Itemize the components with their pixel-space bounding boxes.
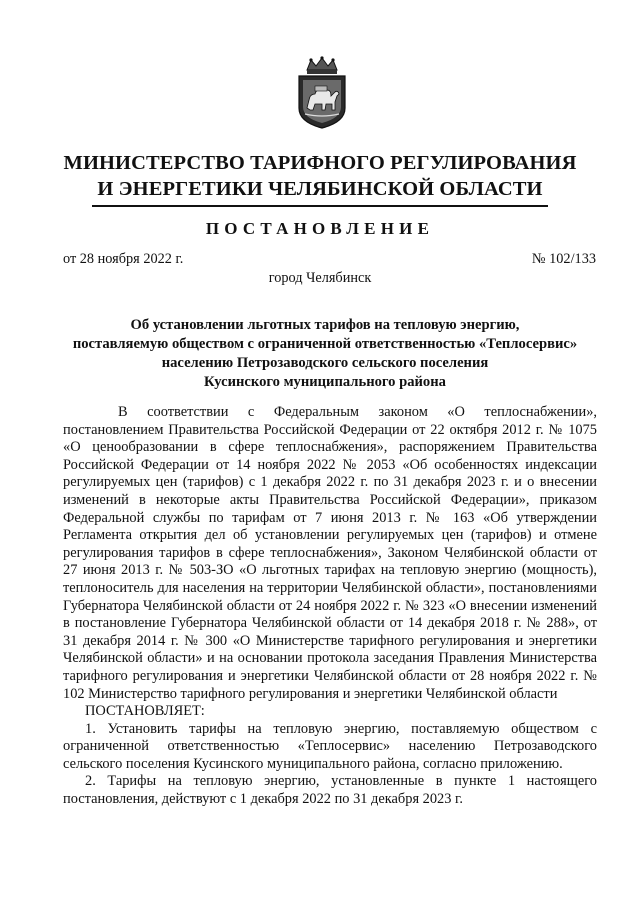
title-line3: населению Петрозаводского сельского поселения: [161, 355, 489, 371]
chelyabinsk-region-coat-of-arms-icon: [293, 56, 351, 130]
title-line1: Об установлении льготных тарифов на тепловую энергию,: [130, 317, 520, 333]
resolve-label: ПОСТАНОВЛЯЕТ:: [85, 703, 205, 720]
ministry-name-line2: И ЭНЕРГЕТИКИ ЧЕЛЯБИНСКОЙ ОБЛАСТИ: [97, 178, 543, 200]
document-title: [60, 316, 590, 392]
document-type-heading: ПОСТАНОВЛЕНИЕ: [205, 219, 435, 238]
title-line4: Кусинского муниципального района: [204, 374, 446, 390]
ministry-name-line1: МИНИСТЕРСТВО ТАРИФНОГО РЕГУЛИРОВАНИЯ: [63, 152, 577, 174]
document-number: № 102/133: [531, 251, 596, 267]
document-date: от 28 ноября 2022 г.: [63, 251, 184, 267]
header-divider: [92, 205, 548, 207]
document-city: город Челябинск: [268, 270, 372, 286]
title-line2: поставляемую обществом с ограниченной ответственностью «Теплосервис»: [72, 336, 578, 352]
preamble-paragraph: В соответствии с Федеральным законом «О теплоснабжении», постановлением Правительства Российской Федерации от 22 октября 2012 г. № 1075 «О ценообразовании в сфере теплоснабжения», распоряжением Правительства Российской Федерации от 14 ноября 2022 № 2053 «Об особенностях индексации регулируемых цен (тарифов) с 1 декабря 2022 г. по 31 декабря 2023 г. и о внесении изменений в некоторые акты Правительства Российской Федерации», приказом Федеральной службы по тарифам от 7 июня 2013 г. № 163 «Об утверждении Регламента открытия дел об установлении регулируемых цен (тарифов) и отмене регулирования тарифов в сфере теплоснабжения», Законом Челябинской области от 27 июня 2013 г. № 503-ЗО «О льготных тарифах на тепловую энергию (мощность), теплоноситель для населения на территории Челябинской области», постановлениями Губернатора Челябинской области от 24 ноября 2022 г. № 323 «О внесении изменений в постановление Губернатора Челябинской области от 14 декабря 2018 г. № 288», от 31 декабря 2014 г. № 300 «О Министерстве тарифного регулирования и энергетики Челябинской области» и на основании протокола заседания Правления Министерства тарифного регулирования и энергетики Челябинской области от 28 ноября 2022 г. № 102 Министерство тарифного регулирования и энергетики Челябинской области: [63, 404, 597, 702]
document-body: [63, 404, 597, 809]
clause-1: 1. Установить тарифы на тепловую энергию, поставляемую обществом с ограниченной ответственностью «Теплосервис» населению Петрозаводского сельского поселения Кусинского муниципального района, согласно приложению.: [63, 720, 597, 772]
ministry-name: [40, 150, 600, 202]
clause-2: 2. Тарифы на тепловую энергию, установленные в пункте 1 настоящего постановления, действуют с 1 декабря 2022 по 31 декабря 2023 г.: [63, 773, 597, 808]
